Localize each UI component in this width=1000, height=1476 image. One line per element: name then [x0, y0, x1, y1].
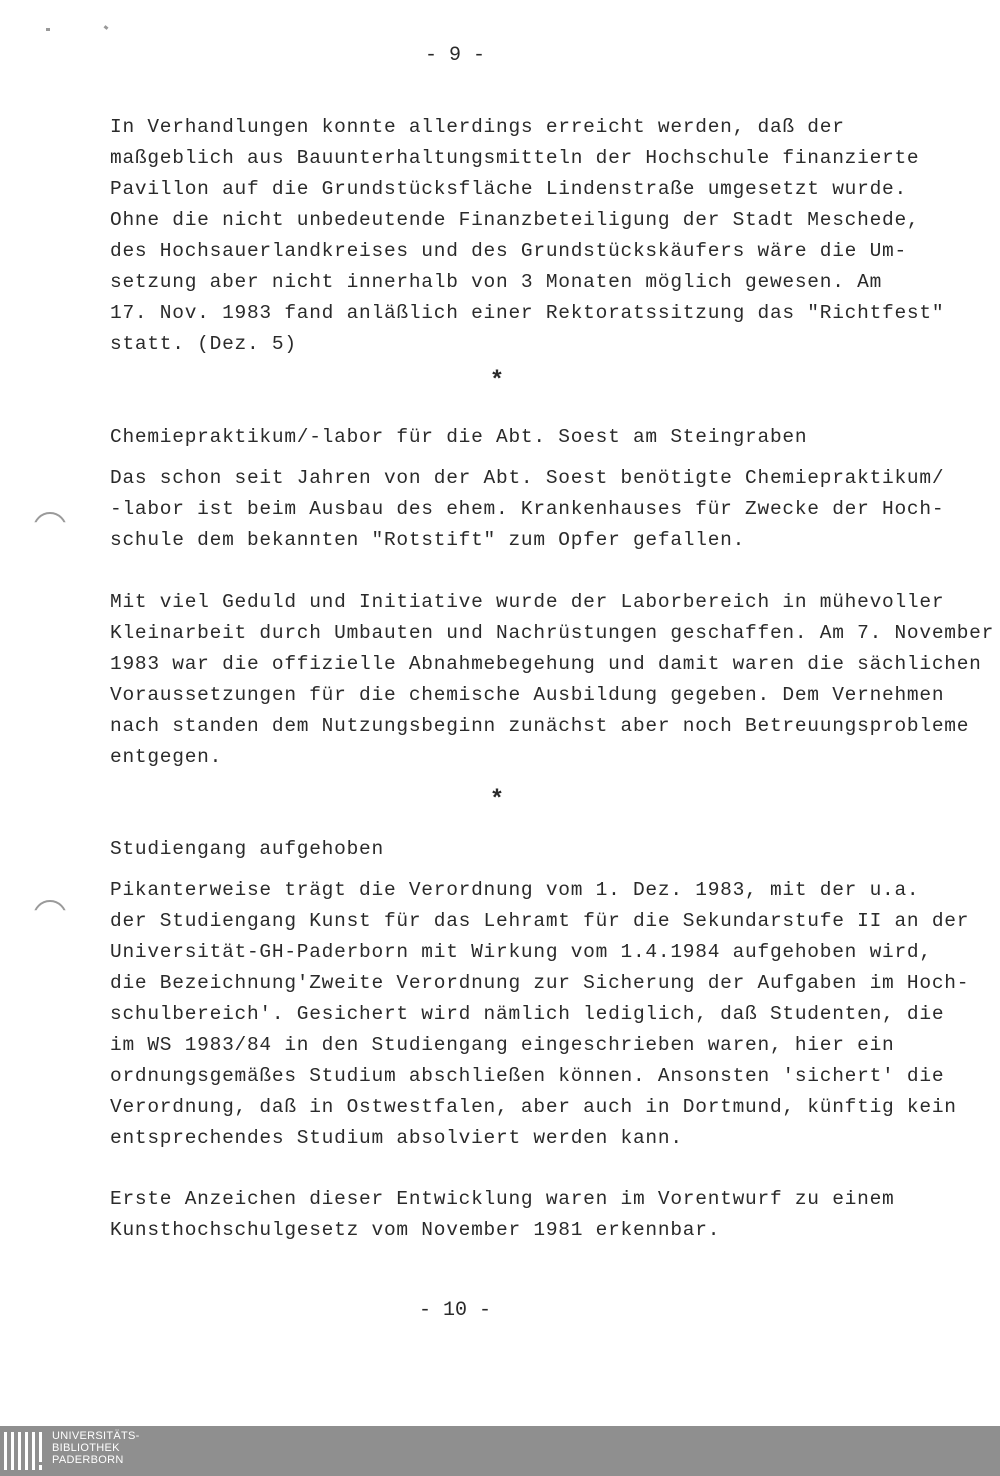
section-separator: * — [489, 368, 505, 395]
text-line: maßgeblich aus Bauunterhaltungsmitteln der Hochschule finanzierte — [110, 147, 920, 169]
text-line: Voraussetzungen für die chemische Ausbildung gegeben. Dem Vernehmen — [110, 684, 945, 706]
text-line: schulbereich'. Gesichert wird nämlich lediglich, daß Studenten, die — [110, 1003, 945, 1025]
text-line: Universität-GH-Paderborn mit Wirkung vom 1.4.1984 aufgehoben wird, — [110, 941, 932, 963]
text-line: 17. Nov. 1983 fand anläßlich einer Rektoratssitzung das "Richtfest" — [110, 302, 945, 324]
section-heading: Studiengang aufgehoben — [110, 838, 384, 860]
scan-speck — [46, 28, 50, 31]
library-name-line: BIBLIOTHEK — [52, 1442, 120, 1454]
text-line: Mit viel Geduld und Initiative wurde der Laborbereich in mühevoller — [110, 591, 945, 613]
text-line: entgegen. — [110, 746, 223, 768]
text-line: In Verhandlungen konnte allerdings erreicht werden, daß der — [110, 116, 845, 138]
text-line: Pikanterweise trägt die Verordnung vom 1. Dez. 1983, mit der u.a. — [110, 879, 920, 901]
punch-hole-mark — [33, 900, 67, 934]
text-line: Das schon seit Jahren von der Abt. Soest benötigte Chemiepraktikum/ — [110, 467, 945, 489]
text-line: Pavillon auf die Grundstücksfläche Lindenstraße umgesetzt wurde. — [110, 178, 907, 200]
text-line: ordnungsgemäßes Studium abschließen können. Ansonsten 'sichert' die — [110, 1065, 945, 1087]
text-line: Kunsthochschulgesetz vom November 1981 erkennbar. — [110, 1219, 721, 1241]
text-line: im WS 1983/84 in den Studiengang eingeschrieben waren, hier ein — [110, 1034, 895, 1056]
text-line: nach standen dem Nutzungsbeginn zunächst aber noch Betreuungsprobleme — [110, 715, 970, 737]
text-line: -labor ist beim Ausbau des ehem. Krankenhauses für Zwecke der Hoch- — [110, 498, 945, 520]
text-line: der Studiengang Kunst für das Lehramt für die Sekundarstufe II an der — [110, 910, 970, 932]
library-name-line: UNIVERSITÄTS- — [52, 1430, 140, 1442]
page-number-top: - 9 - — [424, 44, 485, 67]
library-name-line: PADERBORN — [52, 1454, 124, 1466]
library-name — [52, 1430, 140, 1466]
scan-speck — [104, 25, 109, 30]
text-line: schule dem bekannten "Rotstift" zum Opfer gefallen. — [110, 529, 746, 551]
section-separator: * — [489, 787, 505, 814]
text-line: die Bezeichnung'Zweite Verordnung zur Sicherung der Aufgaben im Hoch- — [110, 972, 970, 994]
page-number-bottom: - 10 - — [418, 1299, 491, 1322]
library-logo-icon — [4, 1432, 48, 1470]
text-line: setzung aber nicht innerhalb von 3 Monaten möglich gewesen. Am — [110, 271, 883, 293]
punch-hole-mark — [33, 512, 67, 546]
text-line: Verordnung, daß in Ostwestfalen, aber auch in Dortmund, künftig kein — [110, 1096, 957, 1118]
text-line: statt. (Dez. 5) — [110, 333, 297, 355]
text-line: des Hochsauerlandkreises und des Grundstückskäufers wäre die Um- — [110, 240, 907, 262]
text-line: Ohne die nicht unbedeutende Finanzbeteiligung der Stadt Meschede, — [110, 209, 920, 231]
section-heading: Chemiepraktikum/-labor für die Abt. Soest am Steingraben — [110, 426, 808, 448]
text-line: 1983 war die offizielle Abnahmebegehung und damit waren die sächlichen — [110, 653, 982, 675]
text-line: entsprechendes Studium absolviert werden kann. — [110, 1127, 683, 1149]
library-footer — [0, 1426, 1000, 1476]
text-line: Kleinarbeit durch Umbauten und Nachrüstungen geschaffen. Am 7. November — [110, 622, 995, 644]
text-line: Erste Anzeichen dieser Entwicklung waren im Vorentwurf zu einem — [110, 1188, 895, 1210]
